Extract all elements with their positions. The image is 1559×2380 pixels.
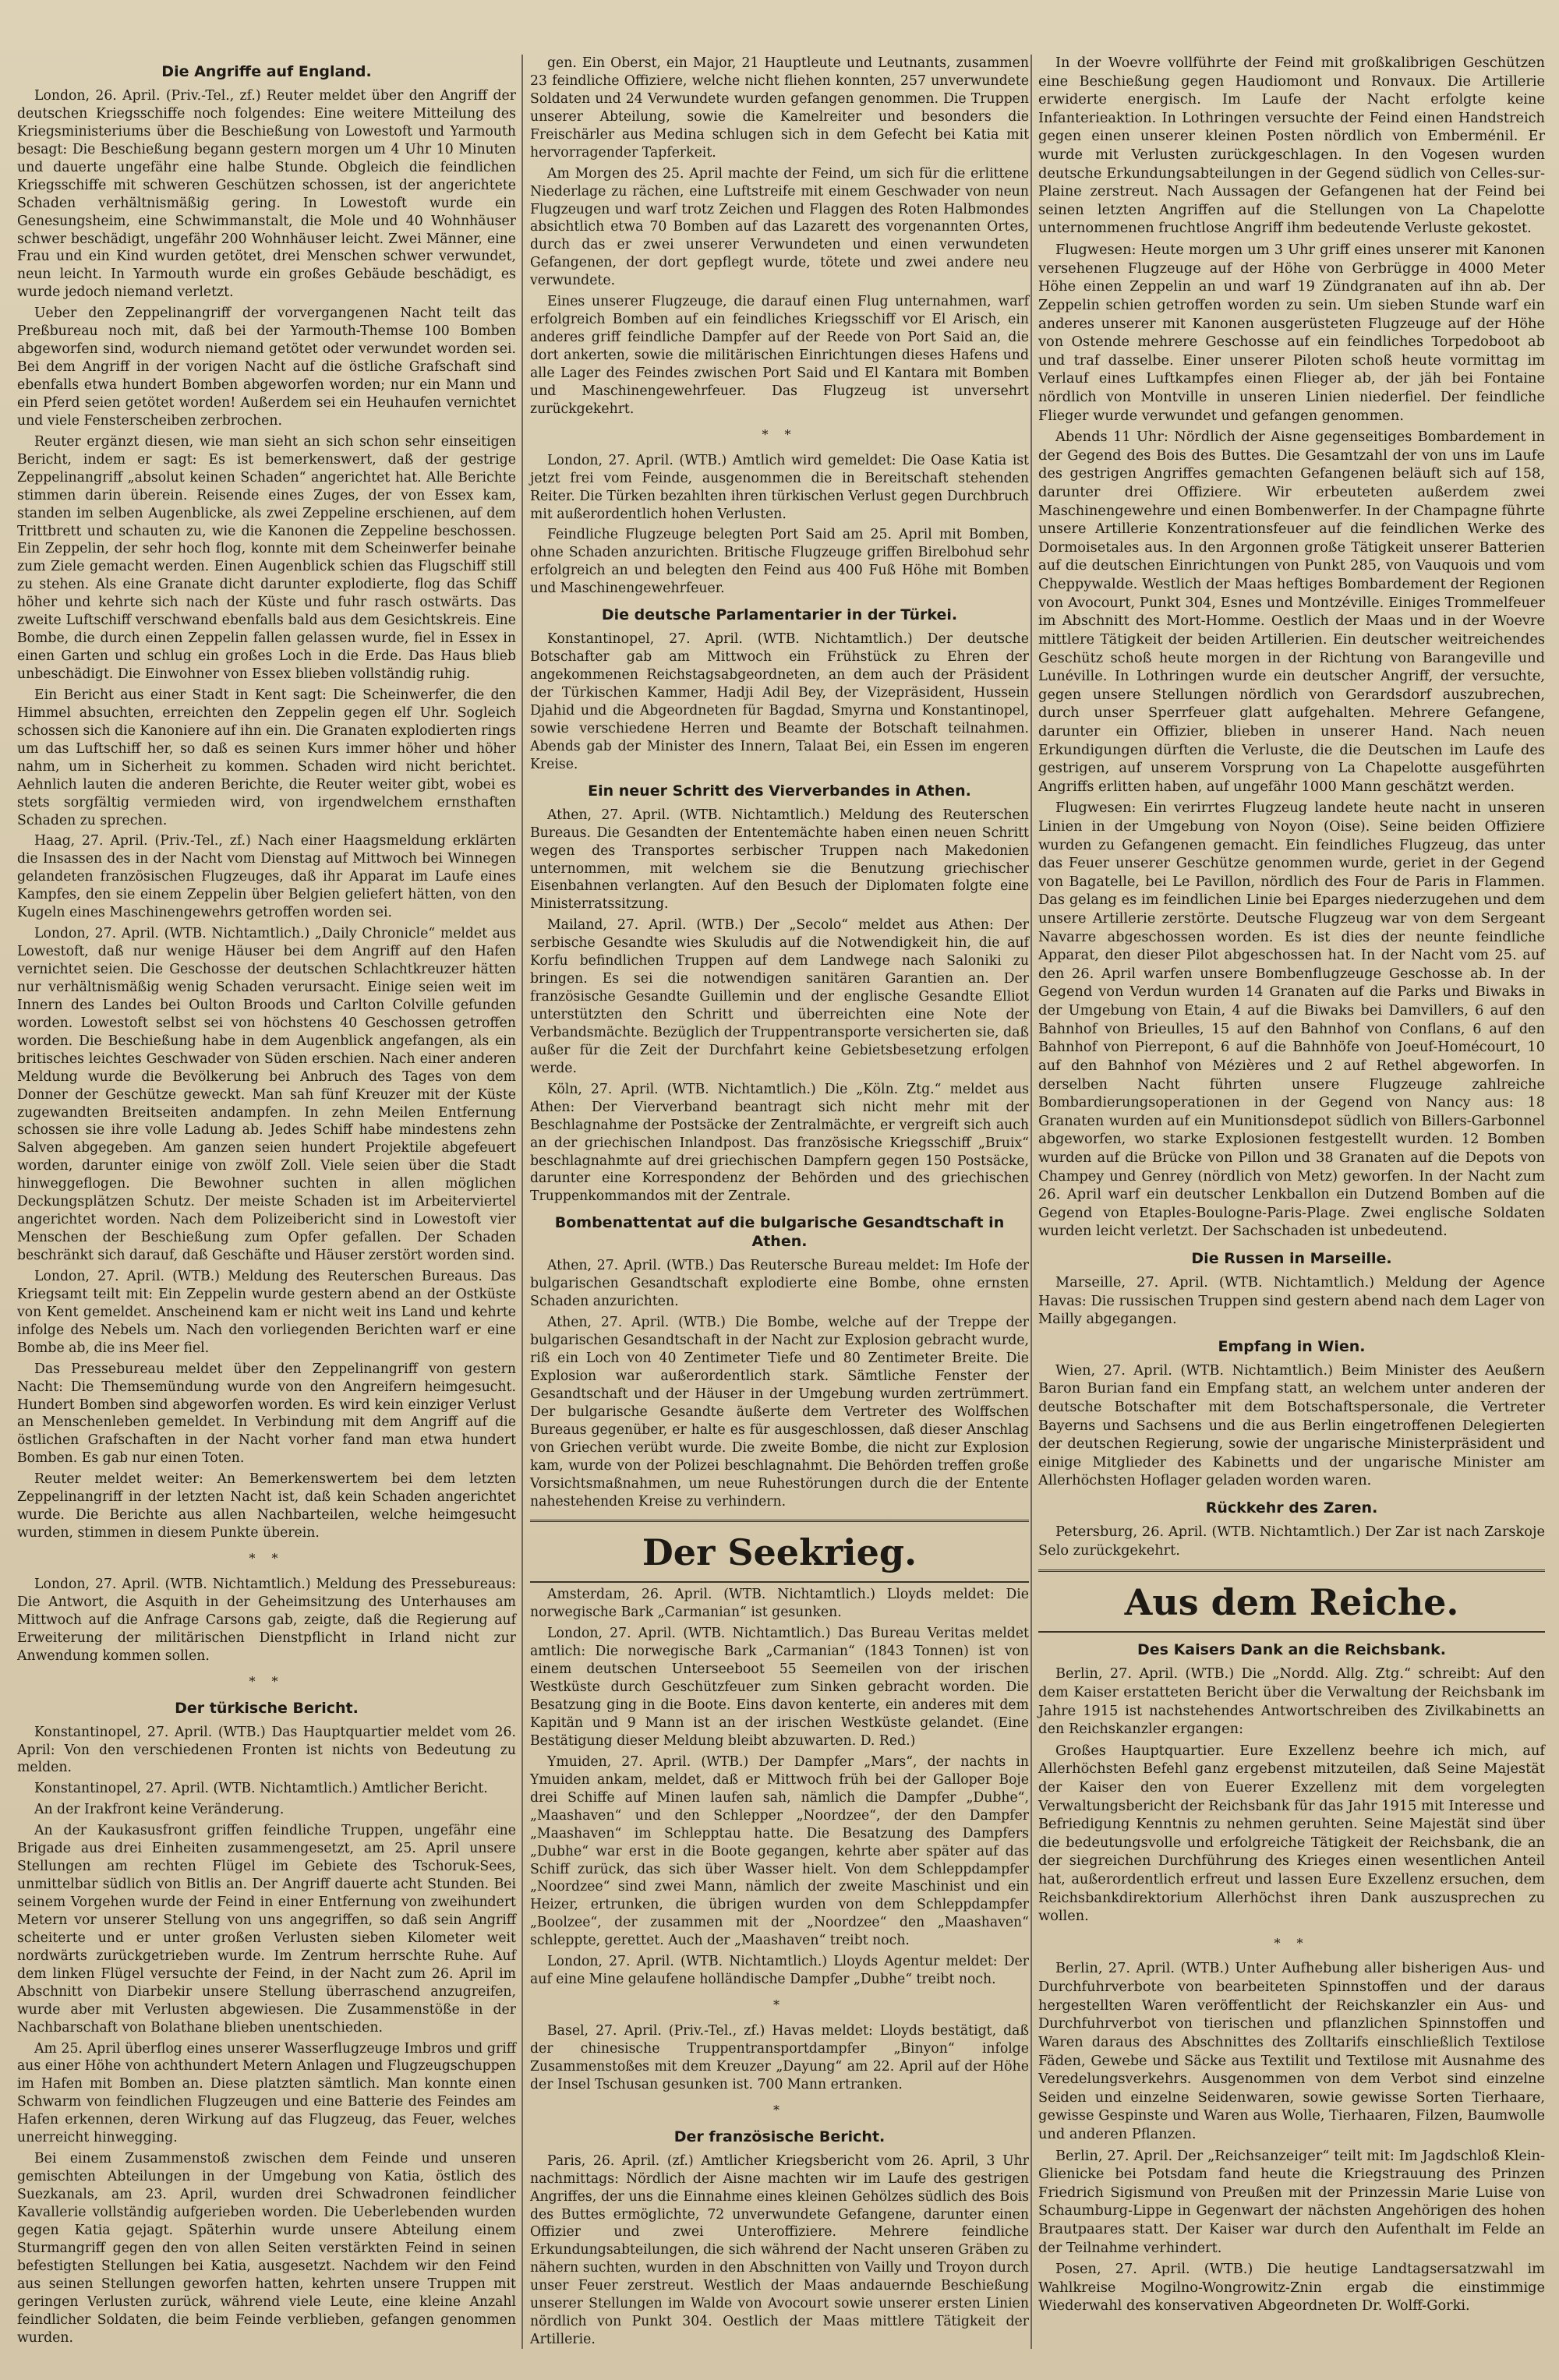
column-divider: [1030, 55, 1032, 2349]
section-rule: [530, 1520, 1029, 1522]
paragraph: London, 27. April. (WTB. Nichtamtlich.) Das Bureau Veritas meldet amtlich: Die norwegische Bark „Carmanian“ (1843 Tonnen) ist von einem deutschen Unterseeboot 55 Seemeilen von der irischen Westküste durch Geschützfeuer zum Sinken gebracht worden. Die Besatzung ging in die Boote. Eins davon kenterte, ein anderes mit dem Kapitän und 9 Mann ist an der irischen Westküste gelandet. (Eine Bestätigung dieser Meldung bleibt abzuwarten. D. Red.): [530, 1626, 1029, 1749]
paragraph: gen. Ein Oberst, ein Major, 21 Hauptleute und Leutnants, zusammen 23 feindliche Offiziere, welche nicht fliehen konnten, 257 unverwundete Soldaten und 24 Verwundete wurden gefangen genommen. Die Truppen unserer Abteilung, sowie die Kamelreiter und besonders die Freischärler aus Medina schlugen sich in dem Gefecht bei Katia mit hervorragender Tapferkeit.: [530, 55, 1029, 161]
separator-stars: *: [773, 2102, 786, 2117]
paragraph: Konstantinopel, 27. April. (WTB. Nichtamtlich.) Amtlicher Bericht.: [34, 1781, 488, 1797]
separator-stars: * *: [762, 426, 797, 442]
article-heading: Bombenattentat auf die bulgarische Gesandtschaft in Athen.: [554, 1214, 1005, 1251]
separator-stars: * *: [249, 1551, 285, 1566]
paragraph: London, 27. April. (WTB. Nichtamtlich.) Meldung des Pressebureaus: Die Antwort, die Asquith in der Geheimsitzung des Unterhauses am Mittwoch auf die Anfrage Carsons gab, zeigte, daß die Regierung auf Erweiterung der militärischen Dienstpflicht in Irland nicht zur Anwendung kommen sollen.: [17, 1576, 516, 1664]
paragraph: Posen, 27. April. (WTB.) Die heutige Landtagsersatzwahl im Wahlkreise Mogilno-Wongrowitz-Znin ergab die einstimmige Wiederwahl des konservativen Abgeordneten Dr. Wolff-Gorki.: [1038, 2262, 1545, 2315]
paragraph: Paris, 26. April. (zf.) Amtlicher Kriegsbericht vom 26. April, 3 Uhr nachmittags: Nördlich der Aisne machten wir im Laufe des gestrigen Angriffes, der uns die Einnahme eines kleinen Gehölzes südlich des Bois des Buttes ermöglichte, 72 unverwundete Gefangene, darunter einen Offizier und zwei Unteroffiziere. Mehrere feindliche Erkundungsabteilungen, die sich während der Nacht unseren Gräben zu nähern suchten, wurden in den Abschnitten von Vailly und Troyon durch unser Feuer zerstreut. Westlich der Maas andauernde Beschießung unserer Stellungen im Walde von Avocourt sowie unserer ersten Linien nördlich von Punkt 304. Oestlich der Maas mittlere Tätigkeit der Artillerie.: [530, 2152, 1029, 2348]
paragraph: Flugwesen: Ein verirrtes Flugzeug landete heute nacht in unseren Linien in der Umgebung von Noyon (Oise). Seine beiden Offiziere wurden zu Gefangenen gemacht. Ein feindliches Flugzeug, das unter das Feuer unserer Geschütze genommen wurde, geriet in der Gegend von Bagatelle, bei Le Pavillon, nördlich des Four de Paris in Flammen. Das gelang es im feindlichen Linie bei Eparges niederzugehen und dem unsere Artillerie zerstörte. Deutsche Flugzeug war von dem Sergeant Navarre abgeschossen worden. Es ist dies der neunte feindliche Apparat, den dieser Pilot abgeschossen hat. In der Nacht vom 25. auf den 26. April warfen unsere Bombenflugzeuge Geschosse ab. In der Gegend von Verdun wurden 14 Granaten auf die Parks und Biwaks in der Umgebung von Etain, 4 auf die Biwaks bei Damvillers, 6 auf den Bahnhof von Brieulles, 15 auf den Bahnhof von Conflans, 6 auf den Bahnhof von Pierrepont, 6 auf die Bahnhöfe von Joeuf-Homécourt, 10 auf den Bahnhof von Mézières und 2 auf Rethel abgeworfen. In derselben Nacht führten unsere Flugzeuge zahlreiche Bombardierungsoperationen in der Gegend von Nancy aus: 18 Granaten wurden auf ein Munitionsdepot südlich von Billers-Garbonnel abgeworfen, wo starke Explosionen festgestellt wurden. 12 Bomben wurden auf die Brücke von Pillon und 38 Granaten auf die Depots von Champey und Genrey (nördlich von Metz) geworfen. In der Nacht zum 26. April warf ein deutscher Lenkballon ein Dutzend Bomben auf die Gegend von Etaples-Boulogne-Paris-Plage. Zwei englische Soldaten wurden leicht verletzt. Der Sachschaden ist unbedeutend.: [1038, 800, 1545, 1240]
paragraph: Eines unserer Flugzeuge, die darauf einen Flug unternahmen, warf erfolgreich Bomben auf ein feindliches Kriegsschiff vor El Arisch, ein anderes griff feindliche Dampfer auf der Reede von Port Said an, die dort ankerten, sowie die militärischen Einrichtungen dieses Hafens und alle Lager des Feindes zwischen Port Said und El Kantara mit Bomben und Maschinengewehrfeuer. Das Flugzeug ist unversehrt zurückgekehrt.: [530, 294, 1029, 417]
paragraph: Marseille, 27. April. (WTB. Nichtamtlich.) Meldung der Agence Havas: Die russischen Truppen sind gestern abend nach dem Lager von Mailly abgegangen.: [1038, 1275, 1545, 1328]
article-heading: Rückkehr des Zaren.: [1205, 1499, 1378, 1517]
paragraph: Reuter ergänzt diesen, wie man sieht an sich schon sehr einseitigen Bericht, indem er sagt: Es ist bemerkenswert, daß der gestrige Zeppelinangriff „absolut keinen Schaden“ angerichtet hat. Alle Berichte stimmen darin überein. Reisende eines Zuges, der von Essex kam, standen im selben Augenblicke, als zwei Zeppeline erschienen, auf dem Trittbrett und schauten zu, wie die Kanonen die Zeppeline beschossen. Ein Zeppelin, der sehr hoch flog, konnte mit dem Scheinwerfer beinahe zum Ziele gemacht werden. Einen Augenblick schien das Flugschiff still zu stehen. Als eine Granate dicht darunter explodierte, flog das Schiff höher und kehrte sich nach der Küste und fuhr rasch ostwärts. Das zweite Luftschiff verschwand ebenfalls bald aus dem Gesichtskreis. Eine Bombe, die durch einen Zeppelin fallen gelassen wurde, fiel in Essex in einen Garten und schlug ein großes Loch in die Erde. Das Haus blieb unbeschädigt. Die Einwohner von Essex blieben vollständig ruhig.: [17, 433, 516, 682]
paragraph: Köln, 27. April. (WTB. Nichtamtlich.) Die „Köln. Ztg.“ meldet aus Athen: Der Vierverband beantragt sich nicht mehr mit der Beschlagnahme der Postsäcke der Zentralmächte, er vergreift sich auch an der griechischen Inlandpost. Das französische Kriegsschiff „Bruix“ beschlagnahmte auf drei griechischen Dampfern gegen 150 Postsäcke, darunter eine Korrespondenz der Behörden und des griechischen Truppenkommandos mit der Zentrale.: [530, 1081, 1029, 1205]
separator-stars: *: [773, 1997, 786, 2013]
paragraph: Konstantinopel, 27. April. (WTB. Nichtamtlich.) Der deutsche Botschafter gab am Mittwoch ein Frühstück zu Ehren der angekommenen Reichstagsabgeordneten, an dem auch der Präsident der Türkischen Kammer, Hadji Adil Bey, der Vizepräsident, Hussein Djahid und die Abgeordneten für Bagdad, Smyrna und Konstantinopel, sowie verschiedene Herren und Beamte der Botschaft teilnahmen. Abends gab der Minister des Innern, Talaat Bei, ein Essen im engeren Kreise.: [530, 631, 1029, 772]
article-heading: Empfang in Wien.: [1218, 1337, 1366, 1355]
left-column: [17, 55, 516, 2350]
article-heading: Des Kaisers Dank an die Reichsbank.: [1137, 1641, 1446, 1659]
middle-column: [530, 55, 1029, 2352]
paragraph: London, 27. April. (WTB.) Meldung des Reuterschen Bureaus. Das Kriegsamt teilt mit: Ein Zeppelin wurde gestern abend an der Ostküste von Kent gemeldet. Anscheinend kam er nicht weit ins Land und kehrte infolge des Nebels um. Nach den vorliegenden Berichten warf er eine Bombe ab, die ins Meer fiel.: [17, 1268, 516, 1356]
paragraph: London, 27. April. (WTB. Nichtamtlich.) Lloyds Agentur meldet: Der auf eine Mine gelaufene holländische Dampfer „Dubhe“ treibt noch.: [530, 1954, 1029, 1988]
paragraph: An der Kaukasusfront griffen feindliche Truppen, ungefähr eine Brigade aus drei Einheiten zusammengesetzt, am 25. April unsere Stellungen am rechten Flügel im Gebiete des Tschoruk-Sees, unmittelbar südlich von Bitlis an. Der Angriff dauerte acht Stunden. Bei seinem Vorgehen wurde der Feind in einer Entfernung von zweihundert Metern vor unserer Stellung von uns angegriffen, so daß sein Angriff scheiterte und er unter großen Verlusten sieben Kilometer weit nordwärts zurückgetrieben wurde. Im Zentrum herrschte Ruhe. Auf dem linken Flügel versuchte der Feind, in der Nacht zum 26. April im Abschnitt von Diarbekir unsere Stellung überraschend anzugreifen, wurde aber mit Verlusten abgewiesen. Die Zusammenstöße in der Nachbarschaft von Bolathane blieben unentschieden.: [17, 1823, 516, 2036]
paragraph: In der Woevre vollführte der Feind mit großkalibrigen Geschützen eine Beschießung gegen Haudiomont und Ronvaux. Die Artillerie erwiderte energisch. Im Laufe der Nacht erfolgte keine Infanterieaktion. In Lothringen versuchte der Feind einen Handstreich gegen einen unserer kleinen Posten nördlich von Emberménil. Er wurde mit Verlusten zurückgeschlagen. In den Vogesen wurden deutsche Erkundungsabteilungen in der Gegend südlich von Celles-sur-Plaine zerstreut. Nach Aussagen der Gefangenen hat der Feind bei seinen letzten Angriffen auf die Stellungen von La Chapelotte unternommenen fruchtlose Angriff ihm bedeutende Verluste gekostet.: [1038, 55, 1545, 237]
section-rule: [1038, 1570, 1545, 1572]
paragraph: Flugwesen: Heute morgen um 3 Uhr griff eines unserer mit Kanonen versehenen Flugzeuge auf der Höhe von Gerbrügge in 4000 Meter Höhe einen Zeppelin an und warf 19 Zündgranaten auf ihn ab. Der Zeppelin schien getroffen worden zu sein. Um sieben Stunde warf ein anderes unserer mit Kanonen ausgerüsteten Flugzeuge auf der Höhe von Ostende mehrere Geschosse auf ein feindliches Torpedoboot ab und traf dasselbe. Einer unserer Piloten schoß heute vormittag im Verlauf eines Luftkampfes einen Flieger ab, der jäh bei Fontaine nördlich von Montville in unseren Linien niederfiel. Der feindliche Flieger wurde verwundet und gefangen genommen.: [1038, 242, 1545, 424]
paragraph: Athen, 27. April. (WTB.) Die Bombe, welche auf der Treppe der bulgarischen Gesandtschaft in der Nacht zur Explosion gebracht wurde, riß ein Loch von 40 Zentimeter Tiefe und 80 Zentimeter Breite. Die Explosion war außerordentlich stark. Sämtliche Fenster der Gesandtschaft und der Häuser in der Umgebung wurden zertrümmert. Der bulgarische Gesandte äußerte dem Vertreter des Wolffschen Bureaus gegenüber, er halte es für ausgeschlossen, daß dieser Anschlag von Griechen verübt wurde. Die zweite Bombe, die nicht zur Explosion kam, wurde von der Polizei beschlagnahmt. Die Behörden treffen große Vorsichtsmaßnahmen, um neue Ruhestörungen durch die der Entente nahestehenden Kreise zu verhindern.: [530, 1315, 1029, 1510]
paragraph: Wien, 27. April. (WTB. Nichtamtlich.) Beim Minister des Aeußern Baron Burian fand ein Empfang statt, an welchem unter anderen der deutsche Botschafter mit dem Botschaftspersonale, die Vertreter Bayerns und Sachsens und die aus Berlin eingetroffenen Delegierten der deutschen Regierung, sowie der ungarische Ministerpräsident und einige Mitglieder des Kabinetts und der ungarische Minister am Allerhöchsten Hoflager geladen worden waren.: [1038, 1362, 1545, 1489]
paragraph: Petersburg, 26. April. (WTB. Nichtamtlich.) Der Zar ist nach Zarskoje Selo zurückgekehrt.: [1038, 1524, 1545, 1559]
article-heading: Der türkische Bericht.: [175, 1699, 359, 1717]
paragraph: Reuter meldet weiter: An Bemerkenswertem bei dem letzten Zeppelinangriff in der letzten Nacht ist, daß kein Schaden angerichtet wurde. Die Berichte aus allen Nachbarteilen, welche heimgesucht wurden, stimmen in diesem Punkte überein.: [17, 1471, 516, 1541]
paragraph: Mailand, 27. April. (WTB.) Der „Secolo“ meldet aus Athen: Der serbische Gesandte wies Skuludis auf die Notwendigkeit hin, die auf Korfu befindlichen Truppen auf dem Landwege nach Saloniki zu bringen. Es sei die notwendigen sanitären Garantien an. Der französische Gesandte Guillemin und der englische Gesandte Elliot unterstützten den Schritt und überreichten eine Note der Verbandsmächte. Bezüglich der Truppentransporte versicherten sie, daß außer für die Zeit der Durchfahrt keine Gebietsbesetzung erfolgen werde.: [530, 917, 1029, 1076]
article-heading: Die Angriffe auf England.: [161, 63, 372, 80]
paragraph: Abends 11 Uhr: Nördlich der Aisne gegenseitiges Bombardement in der Gegend des Bois des Buttes. Die Gesamtzahl der von uns im Laufe des gestrigen Angriffes gemachten Gefangenen beläuft sich auf 158, darunter drei Offiziere. Wir erbeuteten außerdem zwei Maschinengewehre und einen Bombenwerfer. In der Champagne führte unsere Artillerie Konzentrationsfeuer auf die feindlichen Werke des Dormoisetales aus. In den Argonnen große Tätigkeit unserer Batterien auf die deutschen Einrichtungen von Punkt 285, von Vauquois und vom Cheppywalde. Westlich der Maas heftiges Bombardement der Regionen von Avocourt, Punkt 304, Esnes und Montzéville. Einiges Trommelfeuer im Abschnitt des Mort-Homme. Oestlich der Maas und in der Woevre mittlere Tätigkeit der beiden Artillerien. Ein deutscher weitreichendes Geschütz schoß heute morgen in der Richtung von Barangeville und Lunéville. In Lothringen wurde ein deutscher Angriff, der versuchte, gegen unsere Stellungen nördlich von Gerardsdorf auszubrechen, durch unser Sperrfeuer glatt aufgehalten. Mehrere Gefangene, darunter ein Offizier, blieben in unserer Hand. Nach neuen Erkundigungen dürften die Verluste, die die Deutschen im Laufe des gestrigen, auf unserem Vorsprung von La Chapelotte ausgeführten Angriffs erlitten haben, auf ungefähr 1000 Mann geschätzt werden.: [1038, 429, 1545, 795]
right-column: [1038, 55, 1545, 2319]
separator-stars: * *: [1274, 1935, 1310, 1951]
paragraph: Athen, 27. April. (WTB.) Das Reutersche Bureau meldet: Im Hofe der bulgarischen Gesandtschaft explodierte eine Bombe, ohne ernsten Schaden anzurichten.: [530, 1258, 1029, 1310]
separator-stars: * *: [249, 1673, 285, 1689]
paragraph: Amsterdam, 26. April. (WTB. Nichtamtlich.) Lloyds meldet: Die norwegische Bark „Carmanian“ ist gesunken.: [530, 1587, 1029, 1621]
paragraph: Am Morgen des 25. April machte der Feind, um sich für die erlittene Niederlage zu rächen, eine Luftstreife mit einem Geschwader von neun Flugzeugen und warf trotz Zeichen und Flaggen des Roten Halbmondes absichtlich etwa 70 Bomben auf das Lazarett des vorgenannten Ortes, durch das er zwei unserer Verwundeten und einen verwundeten Gefangenen, der dort gepflegt wurde, tötete und zwei andere neu verwundete.: [530, 165, 1029, 289]
section-title: Aus dem Reiche.: [1124, 1581, 1459, 1624]
paragraph: Haag, 27. April. (Priv.-Tel., zf.) Nach einer Haagsmeldung erklärten die Insassen des in der Nacht vom Dienstag auf Mittwoch bei Winnegen gelandeten französischen Flugzeuges, daß ihr Apparat im Laufe eines Kampfes, den sie einem Zeppelin über Belgien geliefert hätten, von den Kugeln eines Maschinengewehrs getroffen worden sei.: [17, 833, 516, 921]
paragraph: Ymuiden, 27. April. (WTB.) Der Dampfer „Mars“, der nachts in Ymuiden ankam, meldet, daß er Mittwoch früh bei der Galloper Boje drei Schiffe auf Minen laufen sah, nämlich die Dampfer „Dubhe“, „Maashaven“ und den Schlepper „Noordzee“, der den Dampfer „Maashaven“ im Schlepptau hatte. Die Besatzung des Dampfers „Dubhe“ war erst in die Boote gegangen, kehrte aber später auf das Schiff zurück, das sich über Wasser hielt. Von dem Schleppdampfer „Noordzee“ sind zwei Mann, nämlich der zweite Maschinist und ein Heizer, ertrunken, die übrigen wurden von dem Schleppdampfer „Boolzee“, der zusammen mit der „Noordzee“ den „Maashaven“ schleppte, gerettet. Auch der „Maashaven“ treibt noch.: [530, 1753, 1029, 1949]
paragraph: Athen, 27. April. (WTB. Nichtamtlich.) Meldung des Reuterschen Bureaus. Die Gesandten der Ententemächte haben einen neuen Schritt wegen des Transportes serbischer Truppen nach Makedonien unternommen, mit welchem sie die Benutzung griechischer Eisenbahnen verlangten. Auf den Besuch der Diplomaten folgte eine Ministerratssitzung.: [530, 807, 1029, 913]
paragraph: Berlin, 27. April. (WTB.) Die „Nordd. Allg. Ztg.“ schreibt: Auf den dem Kaiser erstatteten Bericht über die Verwaltung der Reichsbank im Jahre 1915 ist nachstehendes Antwortschreiben des Zivilkabinetts an den Reichskanzler ergangen:: [1038, 1666, 1545, 1738]
paragraph: Basel, 27. April. (Priv.-Tel., zf.) Havas meldet: Lloyds bestätigt, daß der chinesische Truppentransportdampfer „Binyon“ infolge Zusammenstoßes mit dem Kreuzer „Dayung“ am 22. April auf der Höhe der Insel Tschusan gesunken ist. 700 Mann ertranken.: [530, 2023, 1029, 2092]
paragraph: Ueber den Zeppelinangriff der vorvergangenen Nacht teilt das Preßbureau noch mit, daß bei der Yarmouth-Themse 100 Bomben abgeworfen sind, wodurch niemand getötet oder verwundet worden sei. Bei dem Angriff in der vorigen Nacht auf die östliche Grafschaft sind ebenfalls etwa hundert Bomben abgeworfen worden; nur ein Mann und ein Pferd seien getötet worden! Außerdem sei ein Heuhaufen vernichtet und viele Fensterscheiben zerbrochen.: [17, 305, 516, 429]
paragraph: Konstantinopel, 27. April. (WTB.) Das Hauptquartier meldet vom 26. April: Von den verschiedenen Fronten ist nichts von Bedeutung zu melden.: [17, 1724, 516, 1776]
article-heading: Ein neuer Schritt des Vierverbandes in Athen.: [588, 782, 971, 800]
paragraph: Das Pressebureau meldet über den Zeppelinangriff von gestern Nacht: Die Themsemündung wurde von den Angreifern heimgesucht. Hundert Bomben sind abgeworfen worden. Es wird kein einziger Verlust an Menschenleben gemeldet. In Verbindung mit dem Angriff auf die östlichen Grafschaften in der Nacht vorher fand man etwa hundert Bomben. Es gab nur einen Toten.: [17, 1361, 516, 1467]
paragraph: Großes Hauptquartier. Eure Exzellenz beehre ich mich, auf Allerhöchsten Befehl ganz ergebenst mitzuteilen, daß Seine Majestät der Kaiser den von Euerer Exzellenz mit dem vorgelegten Verwaltungsbericht der Reichsbank für das Jahr 1915 mit Interesse und Befriedigung Kenntnis zu nehmen geruhten. Seine Majestät sind über die bedeutungsvolle und erfolgreiche Tätigkeit der Reichsbank, die an der siegreichen Durchführung des Krieges einen wesentlichen Anteil hat, außerordentlich erfreut und lassen Eure Exzellenz ersuchen, dem Reichsbankdirektorium Allerhöchst ihren Dank auszusprechen zu wollen.: [1038, 1743, 1545, 1925]
paragraph: An der Irakfront keine Veränderung.: [34, 1802, 285, 1818]
article-heading: Die deutsche Parlamentarier in der Türkei.: [601, 606, 958, 624]
paragraph: Berlin, 27. April. (WTB.) Unter Aufhebung aller bisherigen Aus- und Durchfuhrverbote von bearbeiteten Spinnstoffen und der daraus hergestellten Waren veröffentlicht der Reichskanzler ein Aus- und Durchfuhrverbot von tierischen und pflanzlichen Spinnstoffen und Waren daraus des Abschnittes des Zolltarifs einschließlich Textilose Fäden, Gewebe und Säcke aus Textilit und Textilose mit Ausnahme des Veredelungsverkehrs. Ausgenommen von dem Verbot sind einzelne Seiden und einzelne Seidenwaren, sowie gewisse Sorten Tierhaare, gewisse Gespinste und Waren aus Wolle, Tierhaaren, Filzen, Baumwolle und anderen Pflanzen.: [1038, 1961, 1545, 2142]
section-rule: [1038, 1631, 1545, 1633]
paragraph: Berlin, 27. April. Der „Reichsanzeiger“ teilt mit: Im Jagdschloß Klein-Glienicke bei Potsdam fand heute die Kriegstrauung des Prinzen Friedrich Sigismund von Preußen mit der Prinzessin Marie Luise von Schaumburg-Lippe in Gegenwart der nächsten Angehörigen des hohen Brautpaares statt. Der Kaiser war durch den Aufenthalt im Felde an der Teilnahme verhindert.: [1038, 2148, 1545, 2256]
paragraph: Ein Bericht aus einer Stadt in Kent sagt: Die Scheinwerfer, die den Himmel absuchten, erreichten den Zeppelin gegen elf Uhr. Sogleich schossen sich die Kanoniere auf ihn ein. Die Granaten explodierten rings um das Luftschiff her, so daß es seinen Kurs immer höher und höher nahm, um in Sicherheit zu kommen. Schaden wird nicht berichtet. Aehnlich lauten die anderen Berichte, die Reuter weiter gibt, wobei es stets sorgfältig vermieden wird, von irgendwelchem ernsthaften Schaden zu sprechen.: [17, 687, 516, 828]
column-divider: [521, 55, 523, 2349]
paragraph: London, 26. April. (Priv.-Tel., zf.) Reuter meldet über den Angriff der deutschen Kriegsschiffe noch folgendes: Eine weitere Mitteilung des Kriegsministeriums über die Beschießung von Lowestoft und Yarmouth besagt: Die Beschießung begann gestern morgen um 4 Uhr 10 Minuten und dauerte ungefähr eine halbe Stunde. Obgleich die feindlichen Kriegsschiffe mit schweren Geschützen schossen, ist der angerichtete Schaden verhältnismäßig gering. In Lowestoft wurde ein Genesungsheim, eine Schwimmanstalt, die Mole und 40 Wohnhäuser schwer beschädigt, ungefähr 200 Wohnhäuser leicht. Zwei Männer, eine Frau und ein Kind wurden getötet, drei Menschen schwer verwundet, neun leicht. In Yarmouth wurde ein großes Gebäude beschädigt, es wurde jedoch niemand verletzt.: [17, 88, 516, 301]
section-title: Der Seekrieg.: [642, 1531, 917, 1574]
paragraph: Feindliche Flugzeuge belegten Port Said am 25. April mit Bomben, ohne Schaden anzurichten. Britische Flugzeuge griffen Birelbohud sehr erfolgreich an und belegten den Feind aus 400 Fuß Höhe mit Bomben und Maschinengewehrfeuer.: [530, 527, 1029, 597]
paragraph: Am 25. April überflog eines unserer Wasserflugzeuge Imbros und griff aus einer Höhe von achthundert Metern Anlagen und Flugzeugschuppen im Hafen mit Bomben an. Diese platzten sämtlich. Man konnte einen Schwarm von feindlichen Flugzeugen und eine Batterie des Feindes am Hafen erkennen, deren Wirkung auf das Flugzeug, das Feuer, welches unerreicht hinwegging.: [17, 2040, 516, 2146]
paragraph: Bei einem Zusammenstoß zwischen dem Feinde und unseren gemischten Abteilungen in der Umgebung von Katia, östlich des Suezkanals, am 23. April, wurden drei Schwadronen feindlicher Kavallerie vollständig aufgerieben worden. Die Ueberlebenden wurden gegen Katia gejagt. Späterhin wurde unsere Abteilung einem Sturmangriff gegen den von allen Seiten verstärkten Feind in seinen befestigten Stellungen bei Katia, ausgesetzt. Nachdem wir den Feind aus seinen Stellungen geworfen hatten, kehrten unsere Truppen mit geringen Verlusten zurück, während viele Leute, eine kleine Anzahl feindlicher Soldaten, die beim Feinde verblieben, gefangen genommen wurden.: [17, 2151, 516, 2346]
paragraph: London, 27. April. (WTB. Nichtamtlich.) „Daily Chronicle“ meldet aus Lowestoft, daß nur wenige Häuser bei dem Angriff auf den Hafen vernichtet seien. Die Geschosse der deutschen Schlachtkreuzer hätten nur verhältnismäßig wenig Schaden verursacht. Einige seien weit im Innern des Landes bei Oulton Broods und Carlton Colville gefunden worden. Lowestoft selbst sei von höchstens 40 Geschossen getroffen worden. Die Beschießung habe in dem Augenblick angefangen, als ein britisches leichtes Geschwader von Süden erschien. Nach einer anderen Meldung wurde die Bevölkerung bei Anbruch des Tages von dem Donner der Geschütze geweckt. Man sah fünf Kreuzer mit der Küste zugewandten Breitseiten andampfen. In zehn Meilen Entfernung schossen sie ihre volle Ladung ab. Jedes Schiff habe mindestens zehn Salven abgegeben. Am ganzen seien hundert Projektile abgefeuert worden, darunter einige von zwölf Zoll. Viele seien über die Stadt hinweggeflogen. Die Bewohner suchten in allen möglichen Deckungsplätzen Schutz. Der meiste Schaden ist im Arbeiterviertel angerichtet worden. Nach dem Polizeibericht sind in Lowestoft vier Menschen der Beschießung zum Opfer gefallen. Der Schaden beschränkt sich darauf, daß Geschäfte und Häuser zerstört worden sind.: [17, 926, 516, 1263]
section-rule: [530, 1581, 1029, 1583]
article-heading: Der französische Bericht.: [673, 2128, 886, 2145]
article-heading: Die Russen in Marseille.: [1191, 1250, 1392, 1267]
paragraph: London, 27. April. (WTB.) Amtlich wird gemeldet: Die Oase Katia ist jetzt frei vom Feinde, ausgenommen die in Bereitschaft stehenden Reiter. Die Türken bezahlten ihren türkischen Verlust gegen Durchbruch mit außerordentlich hohen Verlusten.: [530, 452, 1029, 522]
